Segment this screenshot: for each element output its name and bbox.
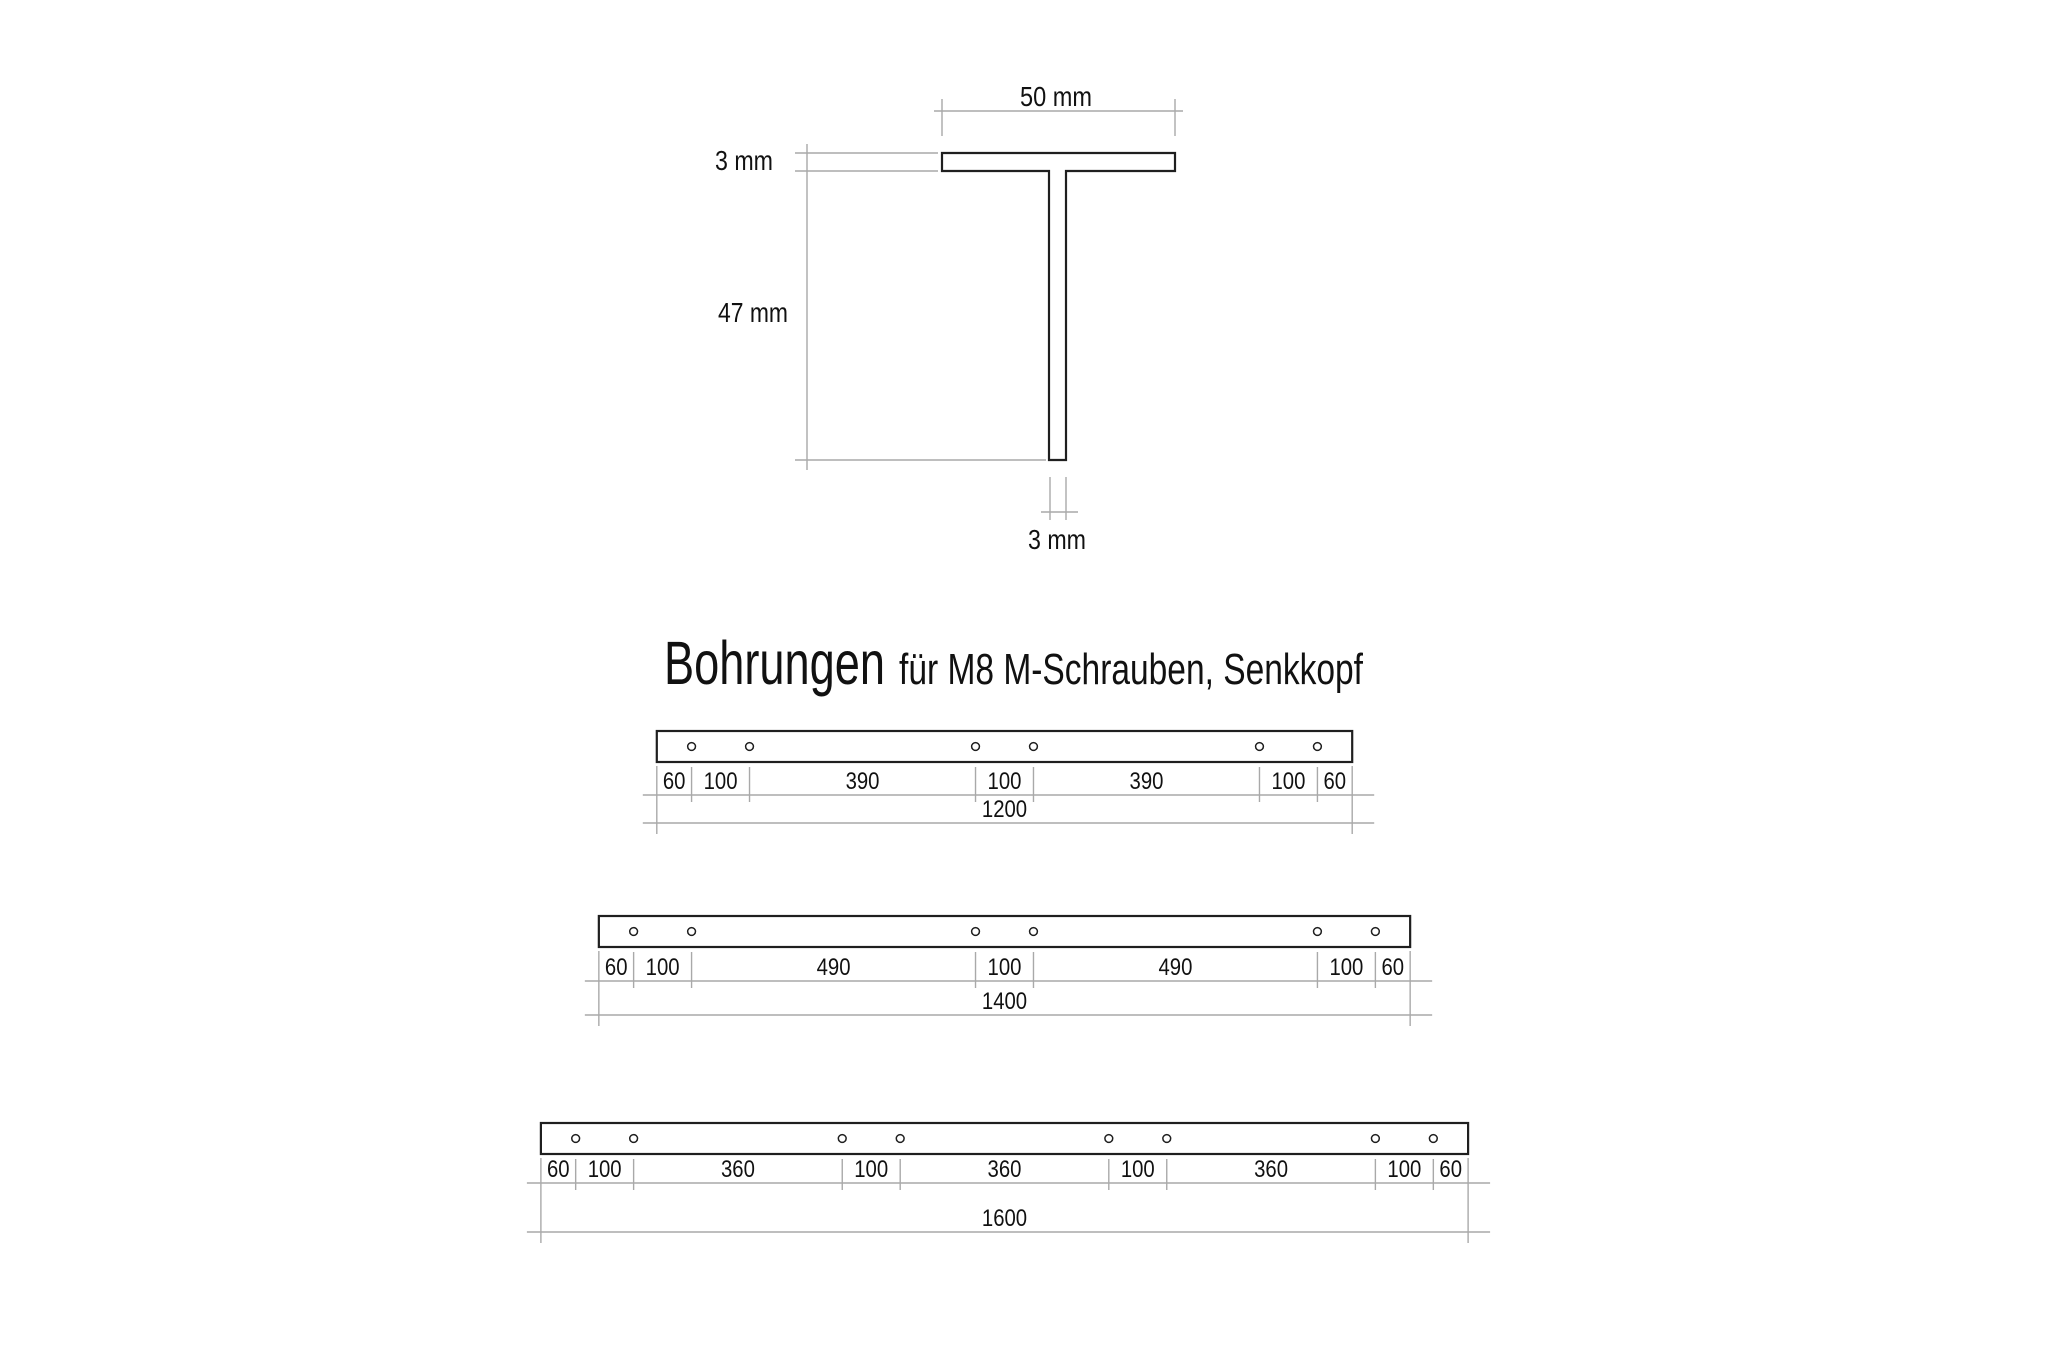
segment-dimension-label: 360 xyxy=(987,1156,1022,1183)
hole-pattern-bars xyxy=(527,731,1490,1243)
bar-outline xyxy=(599,916,1410,947)
segment-dimension-label: 390 xyxy=(845,768,880,795)
drill-hole xyxy=(1105,1135,1113,1143)
t-profile-outline xyxy=(942,153,1175,460)
drill-hole xyxy=(1314,743,1322,751)
segment-dimension-label: 100 xyxy=(987,768,1022,795)
segment-dimension-label: 60 xyxy=(604,954,628,981)
bar-drawing-1400 xyxy=(585,916,1432,1026)
segment-dimension-label: 100 xyxy=(1271,768,1306,795)
title-subtitle: für M8 M-Schrauben, Senkkopf xyxy=(899,645,1364,694)
drill-hole xyxy=(1371,1135,1379,1143)
bar-outline xyxy=(657,731,1352,762)
drill-hole xyxy=(630,1135,638,1143)
segment-dimension-label: 100 xyxy=(854,1156,889,1183)
drill-hole xyxy=(896,1135,904,1143)
drill-hole xyxy=(1163,1135,1171,1143)
drill-hole xyxy=(1030,743,1038,751)
segment-dimension-label: 360 xyxy=(720,1156,755,1183)
segment-dimension-label: 60 xyxy=(1381,954,1405,981)
web-thickness-label: 3 mm xyxy=(1028,524,1086,555)
drill-hole xyxy=(1030,928,1038,936)
drill-hole xyxy=(1256,743,1264,751)
drill-hole xyxy=(746,743,754,751)
bar-drawing-1200 xyxy=(643,731,1374,834)
bar-outline xyxy=(541,1123,1468,1154)
segment-dimension-label: 100 xyxy=(1329,954,1364,981)
segment-dimension-label: 100 xyxy=(1387,1156,1422,1183)
segment-dimension-label: 60 xyxy=(1439,1156,1463,1183)
segment-dimension-label: 100 xyxy=(645,954,680,981)
height-dimension-label: 47 mm xyxy=(718,297,788,328)
segment-dimension-label: 360 xyxy=(1254,1156,1289,1183)
flange-thickness-label: 3 mm xyxy=(715,145,773,176)
segment-dimension-label: 60 xyxy=(1323,768,1347,795)
segment-dimension-label: 60 xyxy=(546,1156,570,1183)
title-main: Bohrungen xyxy=(664,629,885,697)
drill-hole xyxy=(688,743,696,751)
drawing-title xyxy=(664,629,1364,697)
total-dimension-label: 1200 xyxy=(981,796,1028,823)
segment-dimension-label: 390 xyxy=(1129,768,1164,795)
bar-drawing-1600 xyxy=(527,1123,1490,1243)
t-profile-section xyxy=(715,81,1183,555)
width-dimension-label: 50 mm xyxy=(1020,81,1092,112)
segment-dimension-label: 490 xyxy=(816,954,851,981)
drill-hole xyxy=(1429,1135,1437,1143)
segment-dimension-label: 100 xyxy=(1120,1156,1155,1183)
drill-hole xyxy=(1371,928,1379,936)
drill-hole xyxy=(1314,928,1322,936)
drill-hole xyxy=(838,1135,846,1143)
drill-hole xyxy=(572,1135,580,1143)
drill-hole xyxy=(972,743,980,751)
segment-dimension-label: 60 xyxy=(662,768,686,795)
segment-dimension-label: 100 xyxy=(987,954,1022,981)
segment-dimension-label: 100 xyxy=(587,1156,622,1183)
segment-dimension-label: 100 xyxy=(703,768,738,795)
total-dimension-label: 1600 xyxy=(981,1205,1028,1232)
drill-hole xyxy=(972,928,980,936)
segment-dimension-label: 490 xyxy=(1158,954,1193,981)
drill-hole xyxy=(630,928,638,936)
drill-hole xyxy=(688,928,696,936)
total-dimension-label: 1400 xyxy=(981,988,1028,1015)
